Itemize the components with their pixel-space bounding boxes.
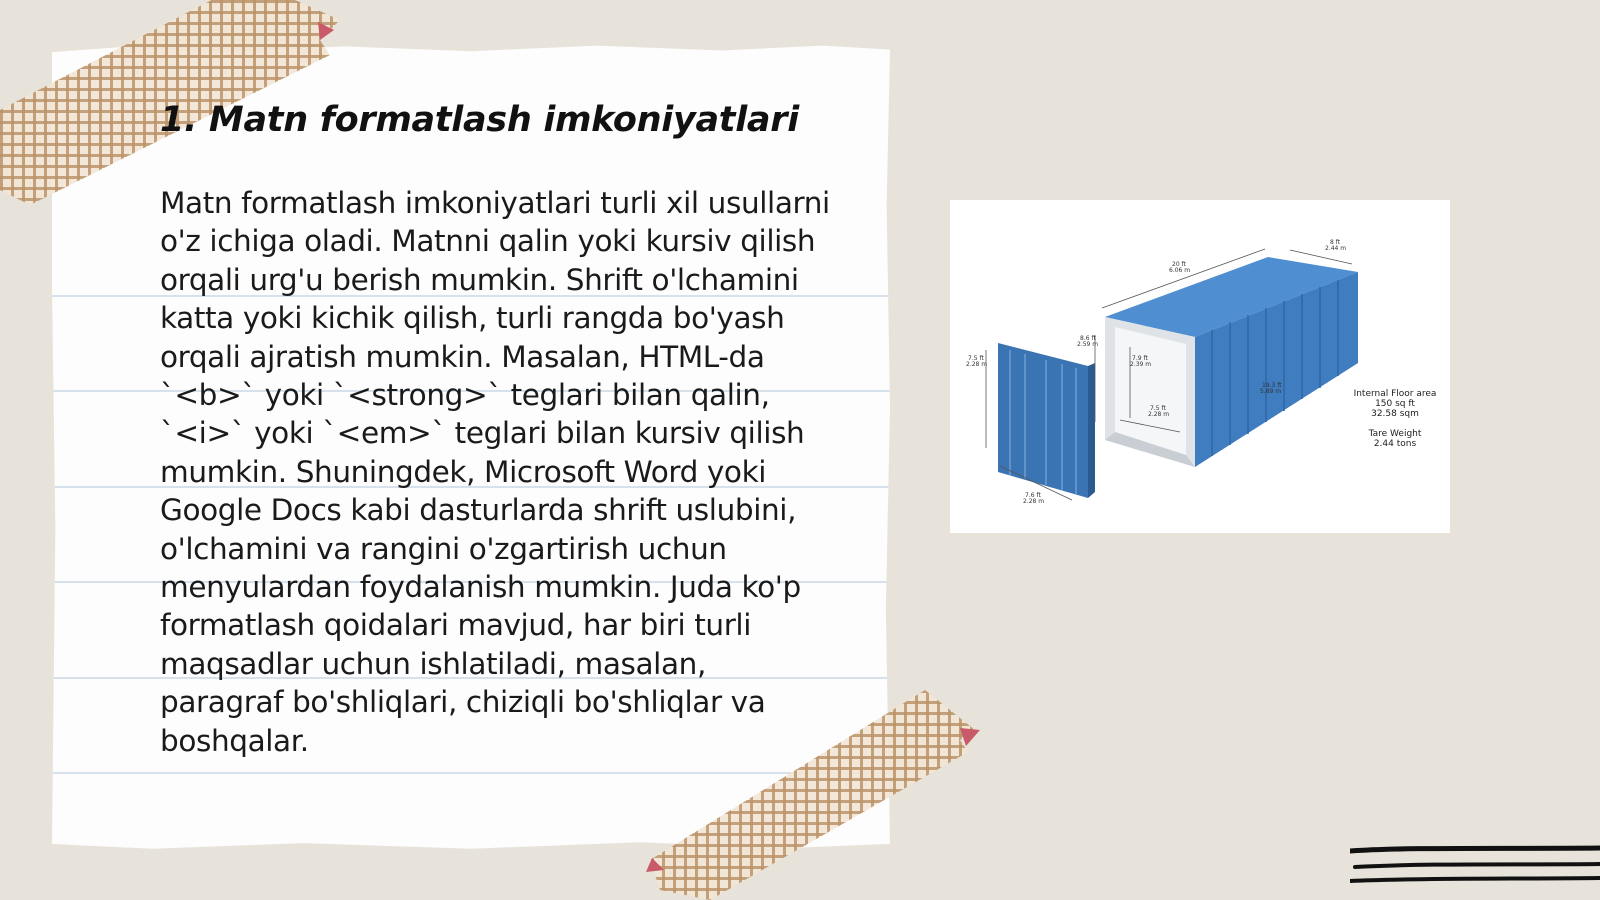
svg-text:2.59 m: 2.59 m — [1077, 341, 1099, 348]
svg-text:7.9 ft: 7.9 ft — [1132, 355, 1148, 362]
svg-text:7.5 ft: 7.5 ft — [1150, 405, 1166, 412]
svg-text:2.39 m: 2.39 m — [1130, 361, 1152, 368]
svg-text:Internal Floor area: Internal Floor area — [1353, 389, 1437, 399]
svg-text:19.3 ft: 19.3 ft — [1262, 382, 1282, 389]
svg-text:2.44 m: 2.44 m — [1325, 245, 1347, 252]
shipping-container-image — [950, 200, 1450, 533]
svg-text:2.28 m: 2.28 m — [1148, 411, 1170, 418]
svg-text:7.5 ft: 7.5 ft — [968, 355, 984, 362]
decorative-stripes — [1350, 845, 1600, 895]
svg-text:Tare Weight: Tare Weight — [1368, 429, 1422, 439]
svg-text:6.06 m: 6.06 m — [1169, 267, 1191, 274]
slide-title: 1. Matn formatlash imkoniyatlari — [160, 100, 799, 140]
svg-text:8 ft: 8 ft — [1330, 239, 1341, 246]
svg-text:20 ft: 20 ft — [1172, 261, 1186, 268]
svg-text:7.6 ft: 7.6 ft — [1025, 492, 1041, 499]
svg-text:2.28 m: 2.28 m — [966, 361, 988, 368]
body-paragraph: Matn formatlash imkoniyatlari turli xil usullarni o'z ichiga oladi. Matnni qalin yoki kursiv qilish orqali urg'u berish mumkin. Shrift o'lchamini katta yoki kichik qilish, turli rangda bo'yash orqali ajratish mumkin. Masalan, HTML-da `<b>` yoki `<strong>` teglari bilan qalin, `<i>` yoki `<em>` teglari bilan kursiv qilish mumkin. Shuningdek, Microsoft Word yoki Google Docs kabi dasturlarda shrift uslubini, o'lchamini va rangini o'zgartirish uchun menyulardan foydalanish mumkin. Juda ko'p formatlash qoidalari mavjud, har biri turli maqsadlar uchun ishlatiladi, masalan, paragraf bo'shliqlari, chiziqli bo'shliqlar va boshqalar. — [160, 186, 830, 758]
svg-text:32.58 sqm: 32.58 sqm — [1371, 409, 1419, 419]
svg-text:8.6 ft: 8.6 ft — [1080, 335, 1096, 342]
svg-text:2.44 tons: 2.44 tons — [1373, 439, 1417, 449]
svg-text:5.89 m: 5.89 m — [1260, 388, 1282, 395]
svg-text:150 sq ft: 150 sq ft — [1375, 399, 1415, 409]
container-specs — [1354, 389, 1437, 449]
svg-text:2.28 m: 2.28 m — [1023, 498, 1045, 505]
